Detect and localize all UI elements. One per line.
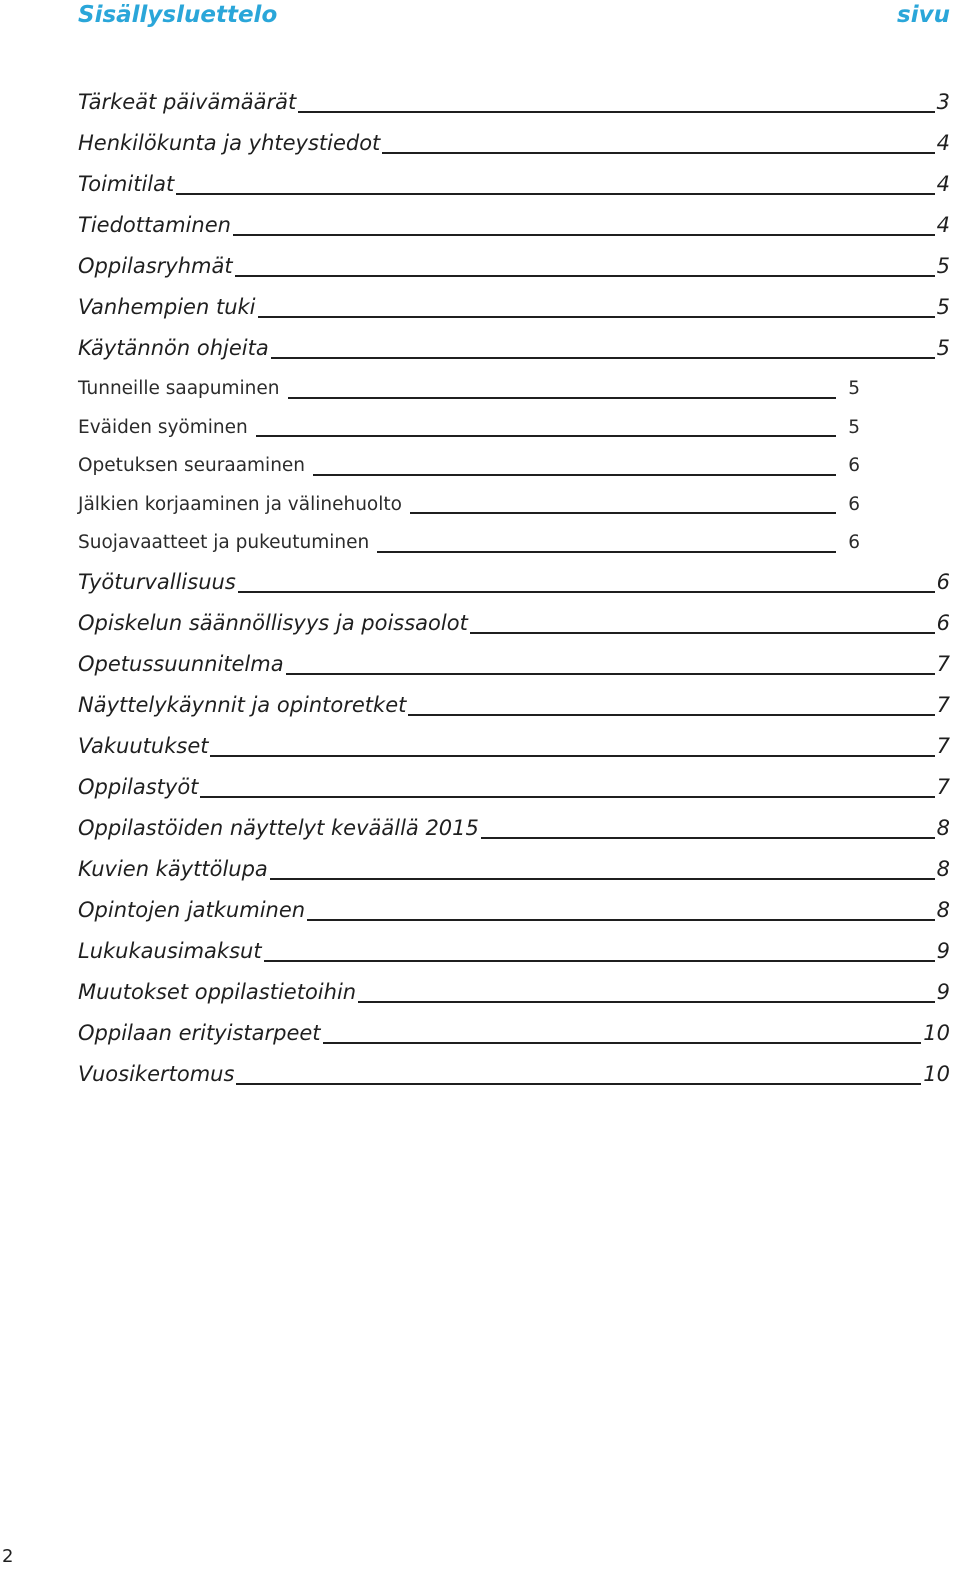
toc-entry-label: Opetuksen seuraaminen <box>78 455 306 477</box>
toc-entry-label: Kuvien käyttölupa <box>78 856 268 881</box>
toc-leader-line <box>358 1001 935 1003</box>
toc-entry[interactable] <box>78 722 950 763</box>
toc-entry-label: Toimitilat <box>78 172 175 196</box>
toc-entry-page: 8 <box>936 897 950 922</box>
toc-leader-line <box>313 474 836 476</box>
toc-entry[interactable] <box>78 119 950 160</box>
toc-entry[interactable] <box>78 1009 950 1050</box>
toc-entry-page: 6 <box>848 493 860 515</box>
toc-entry[interactable] <box>78 599 950 640</box>
toc-entry[interactable] <box>78 927 950 968</box>
toc-entry[interactable] <box>78 804 950 845</box>
toc-entry-label: Työturvallisuus <box>78 569 236 594</box>
toc-entry[interactable] <box>78 886 950 927</box>
toc-entry-label: Opintojen jatkuminen <box>78 897 306 922</box>
toc-entry-label: Vuosikertomus <box>78 1061 235 1086</box>
toc-entry[interactable] <box>78 324 950 365</box>
toc-entry-page: 7 <box>936 651 950 676</box>
toc-leader-line <box>382 152 934 154</box>
toc-entry[interactable] <box>78 968 950 1009</box>
toc-entry-page: 8 <box>936 815 950 840</box>
toc-leader-line <box>233 234 935 236</box>
toc-leader-line <box>481 837 935 839</box>
toc-leader-line <box>408 714 934 716</box>
toc-leader-line <box>258 316 935 318</box>
toc-entry-page: 6 <box>936 569 950 594</box>
toc-entry-label: Käytännön ohjeita <box>78 336 269 360</box>
toc-entry[interactable] <box>78 78 950 119</box>
toc-leader-line <box>288 397 837 399</box>
toc-entry-label: Näyttelykäynnit ja opintoretket <box>78 692 407 717</box>
toc-entry[interactable] <box>78 201 950 242</box>
toc-entry-page: 4 <box>936 131 950 155</box>
toc-entry[interactable] <box>78 763 950 804</box>
toc-leader-line <box>307 919 935 921</box>
toc-entry-page: 5 <box>848 416 860 438</box>
toc-leader-line <box>470 632 935 634</box>
toc-leader-line <box>298 111 934 113</box>
toc-entry-page: 3 <box>936 90 950 114</box>
toc-entry-label: Tunneille saapuminen <box>78 378 280 400</box>
toc-leader-line <box>271 357 935 359</box>
toc-entry-label: Vanhempien tuki <box>78 295 256 319</box>
toc-entry-label: Eväiden syöminen <box>78 416 248 438</box>
toc-entry[interactable] <box>78 404 860 443</box>
toc-entry-label: Suojavaatteet ja pukeutuminen <box>78 532 370 554</box>
toc-entry[interactable] <box>78 681 950 722</box>
toc-leader-line <box>377 551 836 553</box>
toc-entry[interactable] <box>78 442 860 481</box>
toc-entry-page: 7 <box>936 774 950 799</box>
toc-leader-line <box>235 275 935 277</box>
toc-entry-label: Tärkeät päivämäärät <box>78 90 297 114</box>
table-of-contents <box>78 78 950 1091</box>
toc-entry-label: Oppilastyöt <box>78 774 199 799</box>
toc-entry[interactable] <box>78 365 860 404</box>
toc-leader-line <box>264 960 935 962</box>
toc-entry[interactable] <box>78 160 950 201</box>
toc-leader-line <box>176 193 934 195</box>
toc-entry-label: Muutokset oppilastietoihin <box>78 979 357 1004</box>
toc-entry-label: Jälkien korjaaminen ja välinehuolto <box>78 493 402 515</box>
toc-title: Sisällysluettelo <box>78 2 278 28</box>
toc-leader-line <box>323 1042 922 1044</box>
toc-entry-label: Oppilastöiden näyttelyt keväällä 2015 <box>78 815 479 840</box>
toc-header <box>78 2 950 34</box>
toc-entry-label: Opetussuunnitelma <box>78 651 284 676</box>
toc-entry[interactable] <box>78 242 950 283</box>
toc-entry-page: 4 <box>936 213 950 237</box>
toc-entry-label: Lukukausimaksut <box>78 938 262 963</box>
toc-leader-line <box>200 796 934 798</box>
toc-entry[interactable] <box>78 283 950 324</box>
toc-entry-page: 6 <box>848 532 860 554</box>
page-column-heading: sivu <box>897 2 950 28</box>
toc-entry-label: Opiskelun säännöllisyys ja poissaolot <box>78 610 468 635</box>
toc-entry[interactable] <box>78 640 950 681</box>
toc-entry-page: 10 <box>923 1061 950 1086</box>
toc-entry-label: Oppilaan erityistarpeet <box>78 1020 321 1045</box>
toc-entry-page: 10 <box>923 1020 950 1045</box>
toc-entry-label: Henkilökunta ja yhteystiedot <box>78 131 381 155</box>
toc-entry-page: 9 <box>936 979 950 1004</box>
toc-entry-label: Tiedottaminen <box>78 213 231 237</box>
toc-entry-page: 5 <box>848 378 860 400</box>
toc-entry-page: 6 <box>936 610 950 635</box>
toc-entry-page: 8 <box>936 856 950 881</box>
page-number: 2 <box>2 1546 14 1567</box>
toc-entry-page: 5 <box>936 295 950 319</box>
toc-entry[interactable] <box>78 845 950 886</box>
toc-leader-line <box>256 435 836 437</box>
toc-entry-page: 4 <box>936 172 950 196</box>
toc-entry-page: 5 <box>936 254 950 278</box>
toc-leader-line <box>236 1083 921 1085</box>
toc-entry-page: 7 <box>936 733 950 758</box>
toc-entry[interactable] <box>78 519 860 558</box>
toc-entry-page: 9 <box>936 938 950 963</box>
toc-entry[interactable] <box>78 1050 950 1091</box>
toc-leader-line <box>286 673 935 675</box>
toc-leader-line <box>270 878 935 880</box>
toc-leader-line <box>210 755 934 757</box>
toc-entry[interactable] <box>78 481 860 520</box>
toc-leader-line <box>238 591 935 593</box>
toc-entry-page: 5 <box>936 336 950 360</box>
toc-entry-page: 6 <box>848 455 860 477</box>
toc-leader-line <box>410 512 836 514</box>
toc-entry-label: Oppilasryhmät <box>78 254 233 278</box>
toc-entry[interactable] <box>78 558 950 599</box>
toc-entry-label: Vakuutukset <box>78 733 209 758</box>
toc-entry-page: 7 <box>936 692 950 717</box>
